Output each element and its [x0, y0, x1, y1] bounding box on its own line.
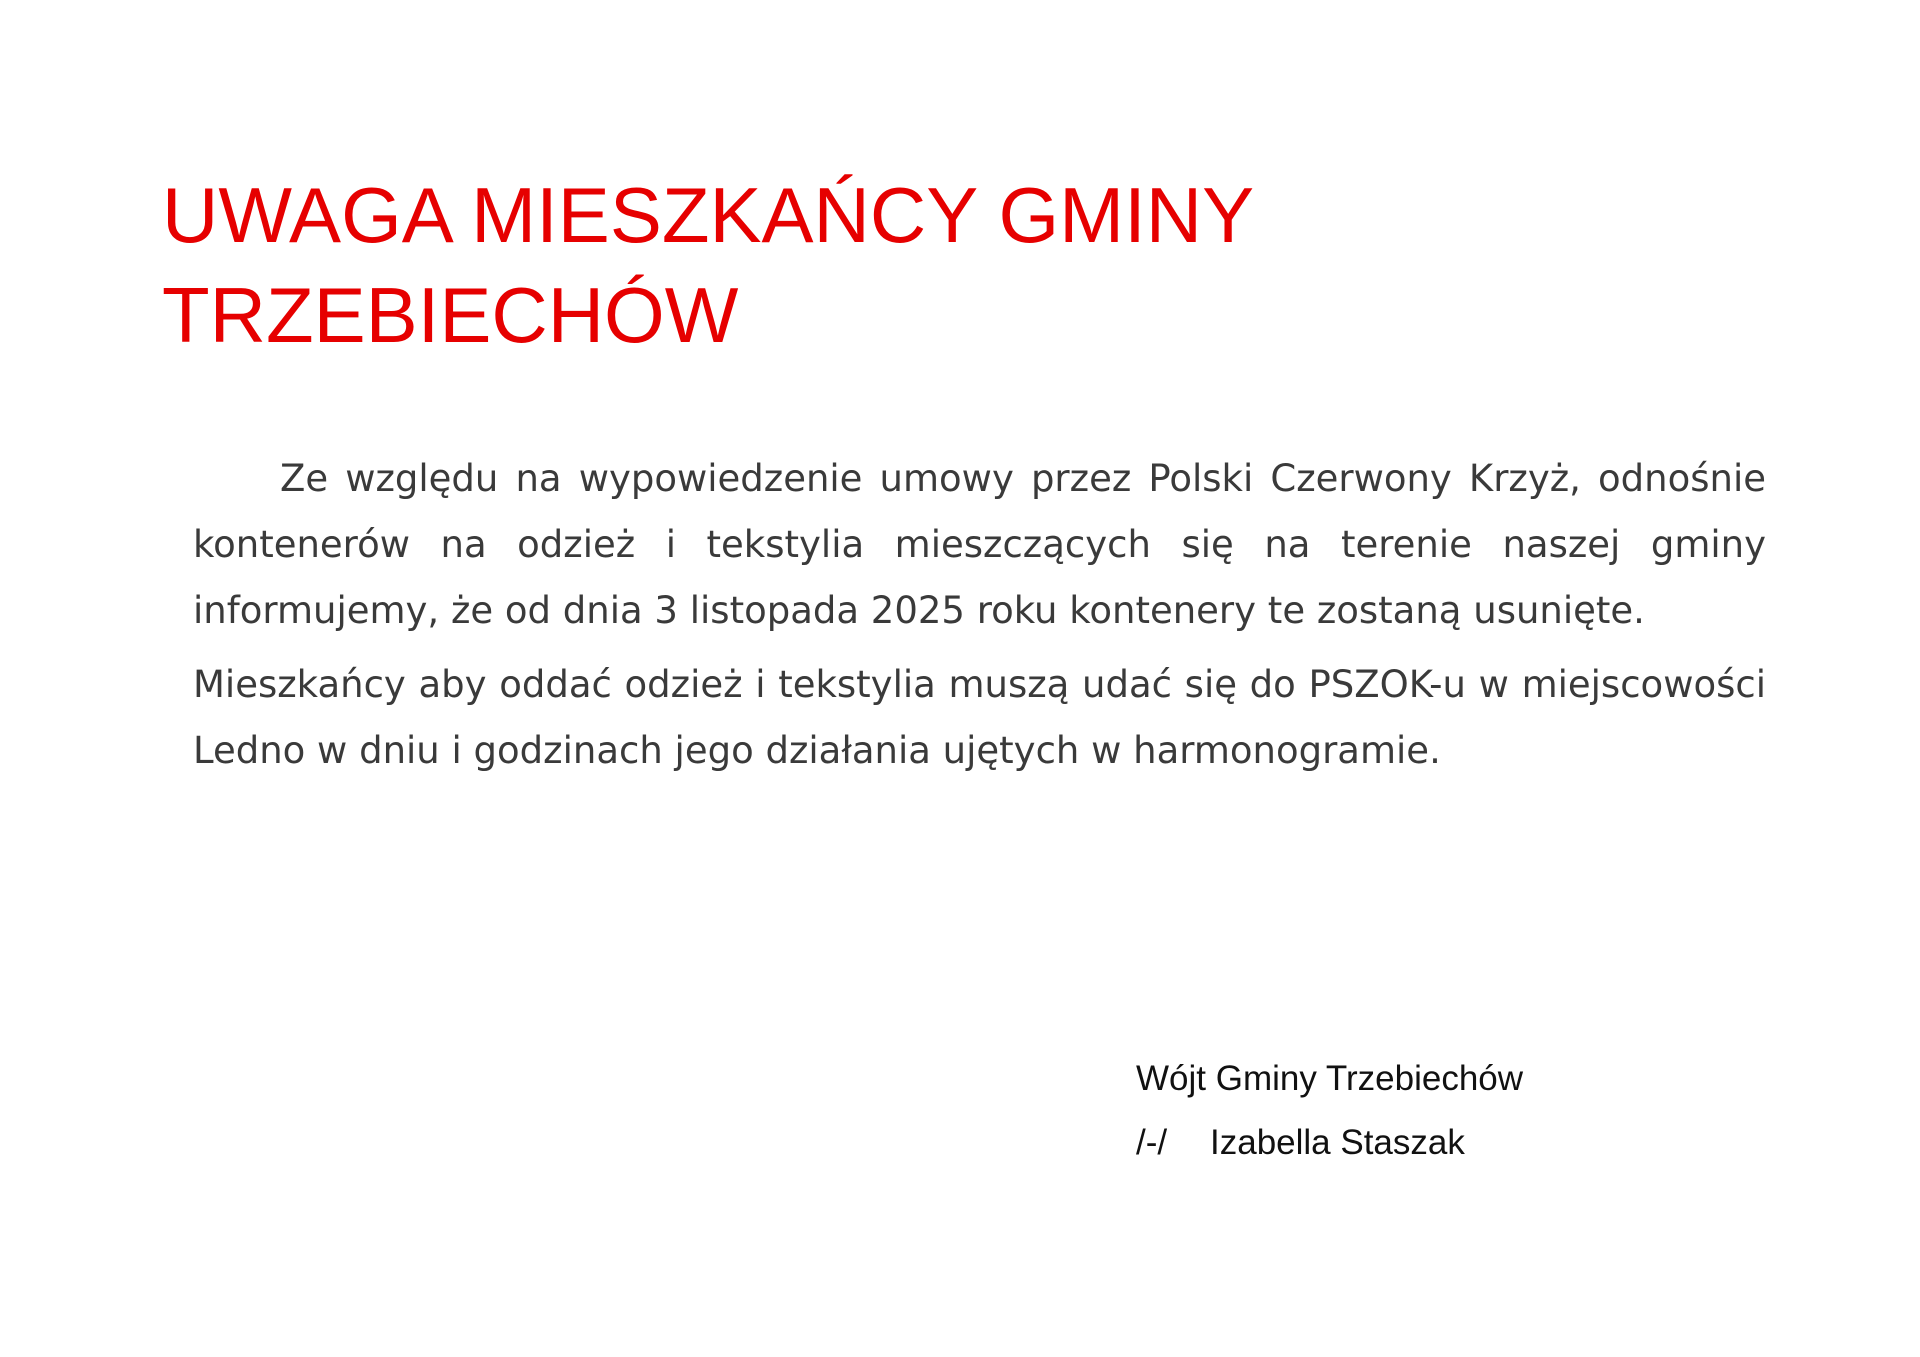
signature-block	[1136, 1047, 1523, 1175]
title-line-1: UWAGA MIESZKAŃCY GMINY	[162, 171, 1255, 259]
announcement-paragraph-2: Mieszkańcy aby oddać odzież i tekstylia muszą udać się do PSZOK-u w miejscowości Ledno w dniu i godzinach jego działania ujętych w harmonogramie.	[193, 663, 1766, 772]
announcement-body	[193, 446, 1766, 784]
announcement-paragraph-1: Ze względu na wypowiedzenie umowy przez Polski Czerwony Krzyż, odnośnie kontenerów na odzież i tekstylia mieszczących się na terenie naszej gminy informujemy, że od dnia 3 listopada 2025 roku kontenery te zostaną usunięte.	[193, 457, 1766, 632]
signature-office: Wójt Gminy Trzebiechów	[1136, 1059, 1524, 1098]
signature-name: Izabella Staszak	[1210, 1123, 1465, 1162]
signature-mark: /-/	[1136, 1123, 1168, 1162]
page-title	[162, 165, 1562, 365]
title-line-2: TRZEBIECHÓW	[162, 271, 739, 359]
signature-name-row	[1136, 1111, 1523, 1175]
